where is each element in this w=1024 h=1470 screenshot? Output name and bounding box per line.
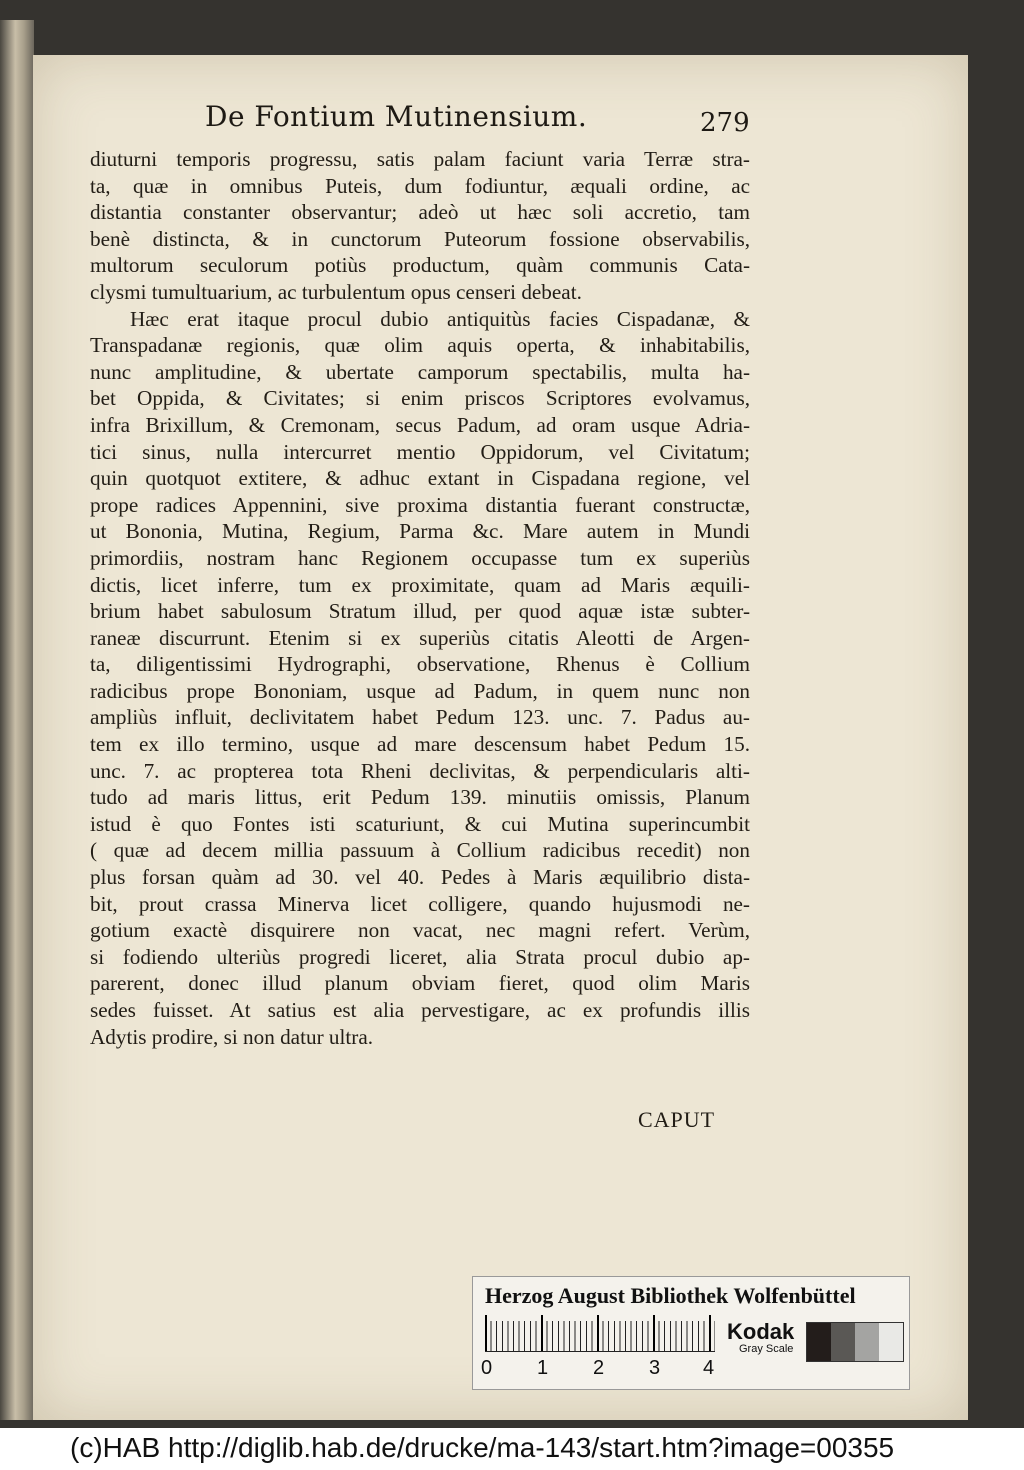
text-line: prope radices Appennini, sive proxima distantia fuerant constructæ, bbox=[90, 492, 750, 517]
text-line: plus forsan quàm ad 30. vel 40. Pedes à Maris æquilibrio dista- bbox=[90, 865, 750, 890]
book-spine-edge bbox=[0, 20, 34, 1420]
text-line: tudo ad maris littus, erit Pedum 139. minutiis omissis, Planum bbox=[90, 785, 750, 810]
text-line: istud è quo Fontes isti scaturiunt, & cui Mutina superincumbit bbox=[90, 811, 750, 836]
text-line: primordiis, nostram hanc Regionem occupasse tum ex superiùs bbox=[90, 545, 750, 570]
text-line: unc. 7. ac propterea tota Rheni declivitas, & perpendicularis alti- bbox=[90, 758, 750, 783]
text-line: ut Bononia, Mutina, Regium, Parma &c. Mare autem in Mundi bbox=[90, 519, 750, 544]
text-line: ta, diligentissimi Hydrographi, observatione, Rhenus è Collium bbox=[90, 652, 750, 677]
text-line: tici sinus, nulla intercurret mentio Oppidorum, vel Civitatum; bbox=[90, 439, 750, 464]
text-line: parerent, donec illud planum obviam fieret, quod olim Maris bbox=[90, 971, 750, 996]
text-line: ta, quæ in omnibus Puteis, dum fodiuntur, æquali ordine, ac bbox=[90, 173, 750, 198]
text-line: dictis, licet inferre, tum ex proximitate, quam ad Maris æquili- bbox=[90, 572, 750, 597]
text-line: radicibus prope Bononiam, usque ad Padum, in quem nunc non bbox=[90, 678, 750, 703]
catchword: CAPUT bbox=[638, 1107, 716, 1132]
gray-swatch bbox=[879, 1323, 903, 1361]
library-name: Herzog August Bibliothek Wolfenbüttel bbox=[485, 1283, 856, 1308]
text-line: si fodiendo ulteriùs progredi liceret, alia Strata procul dubio ap- bbox=[90, 944, 750, 969]
scale-ruler-major-ticks bbox=[485, 1315, 715, 1351]
text-line: Adytis prodire, si non datur ultra. bbox=[90, 1024, 374, 1049]
gray-swatch bbox=[831, 1323, 855, 1361]
text-line: brium habet sabulosum Stratum illud, per quod aquæ istæ subter- bbox=[90, 599, 750, 624]
text-line: multorum seculorum potiùs productum, quàm communis Cata- bbox=[90, 253, 750, 278]
ruler-number: 1 bbox=[537, 1357, 549, 1379]
text-line: raneæ discurrunt. Etenim si ex superiùs citatis Aleotti de Argen- bbox=[90, 625, 750, 650]
gray-scale-swatches bbox=[806, 1322, 904, 1362]
text-line: ( quæ ad decem millia passuum à Collium radicibus recedit) non bbox=[90, 838, 750, 863]
text-line: infra Brixillum, & Cremonam, secus Padum, ad oram usque Adria- bbox=[90, 412, 750, 437]
text-line: clysmi tumultuarium, ac turbulentum opus censeri debeat. bbox=[90, 279, 582, 304]
text-line: diuturni temporis progressu, satis palam faciunt varia Terræ stra- bbox=[90, 147, 750, 171]
text-line: Hæc erat itaque procul dubio antiquitùs facies Cispadanæ, & bbox=[130, 306, 750, 331]
footer-bar bbox=[0, 1428, 1024, 1470]
text-line: nunc amplitudine, & ubertate camporum spectabilis, multa ha- bbox=[90, 359, 750, 384]
ruler-number: 3 bbox=[649, 1357, 661, 1379]
text-line: Transpadanæ regionis, quæ olim aquis operta, & inhabitabilis, bbox=[90, 333, 750, 358]
text-line: gotium exactè disquirere non vacat, nec magni refert. Verùm, bbox=[90, 918, 750, 943]
page-body-text bbox=[90, 146, 750, 1050]
ruler-number: 4 bbox=[703, 1357, 715, 1379]
library-color-target bbox=[472, 1276, 910, 1390]
source-url: (c)HAB http://diglib.hab.de/drucke/ma-143/start.htm?image=00355 bbox=[70, 1432, 895, 1463]
text-line: quin quotquot extitere, & adhuc extant in Cispadana regione, vel bbox=[90, 466, 750, 491]
text-line: sedes fuisset. At satius est alia pervestigare, ac ex profundis illis bbox=[90, 998, 750, 1022]
gray-swatch bbox=[855, 1323, 879, 1361]
running-head: De Fontium Mutinensium. bbox=[205, 100, 588, 133]
text-line: bet Oppida, & Civitates; si enim priscos Scriptores evolvamus, bbox=[90, 386, 750, 411]
page-number: 279 bbox=[700, 108, 750, 138]
text-line: distantia constanter observantur; adeò ut hæc soli accretio, tam bbox=[90, 200, 750, 225]
ruler-number: 2 bbox=[593, 1357, 605, 1379]
text-line: tem ex illo termino, usque ad mare descensum habet Pedum 15. bbox=[90, 732, 750, 757]
text-line: bit, prout crassa Minerva licet colligere, quando hujusmodi ne- bbox=[90, 891, 750, 916]
gray-scale-label: Gray Scale bbox=[739, 1343, 794, 1355]
gray-swatch bbox=[807, 1323, 831, 1361]
ruler-number: 0 bbox=[481, 1357, 493, 1379]
kodak-logo: Kodak bbox=[727, 1319, 795, 1344]
text-line: benè distincta, & in cunctorum Puteorum fossione observabilis, bbox=[90, 226, 750, 251]
text-line: ampliùs influit, declivitatem habet Pedum 123. unc. 7. Padus au- bbox=[90, 705, 750, 730]
